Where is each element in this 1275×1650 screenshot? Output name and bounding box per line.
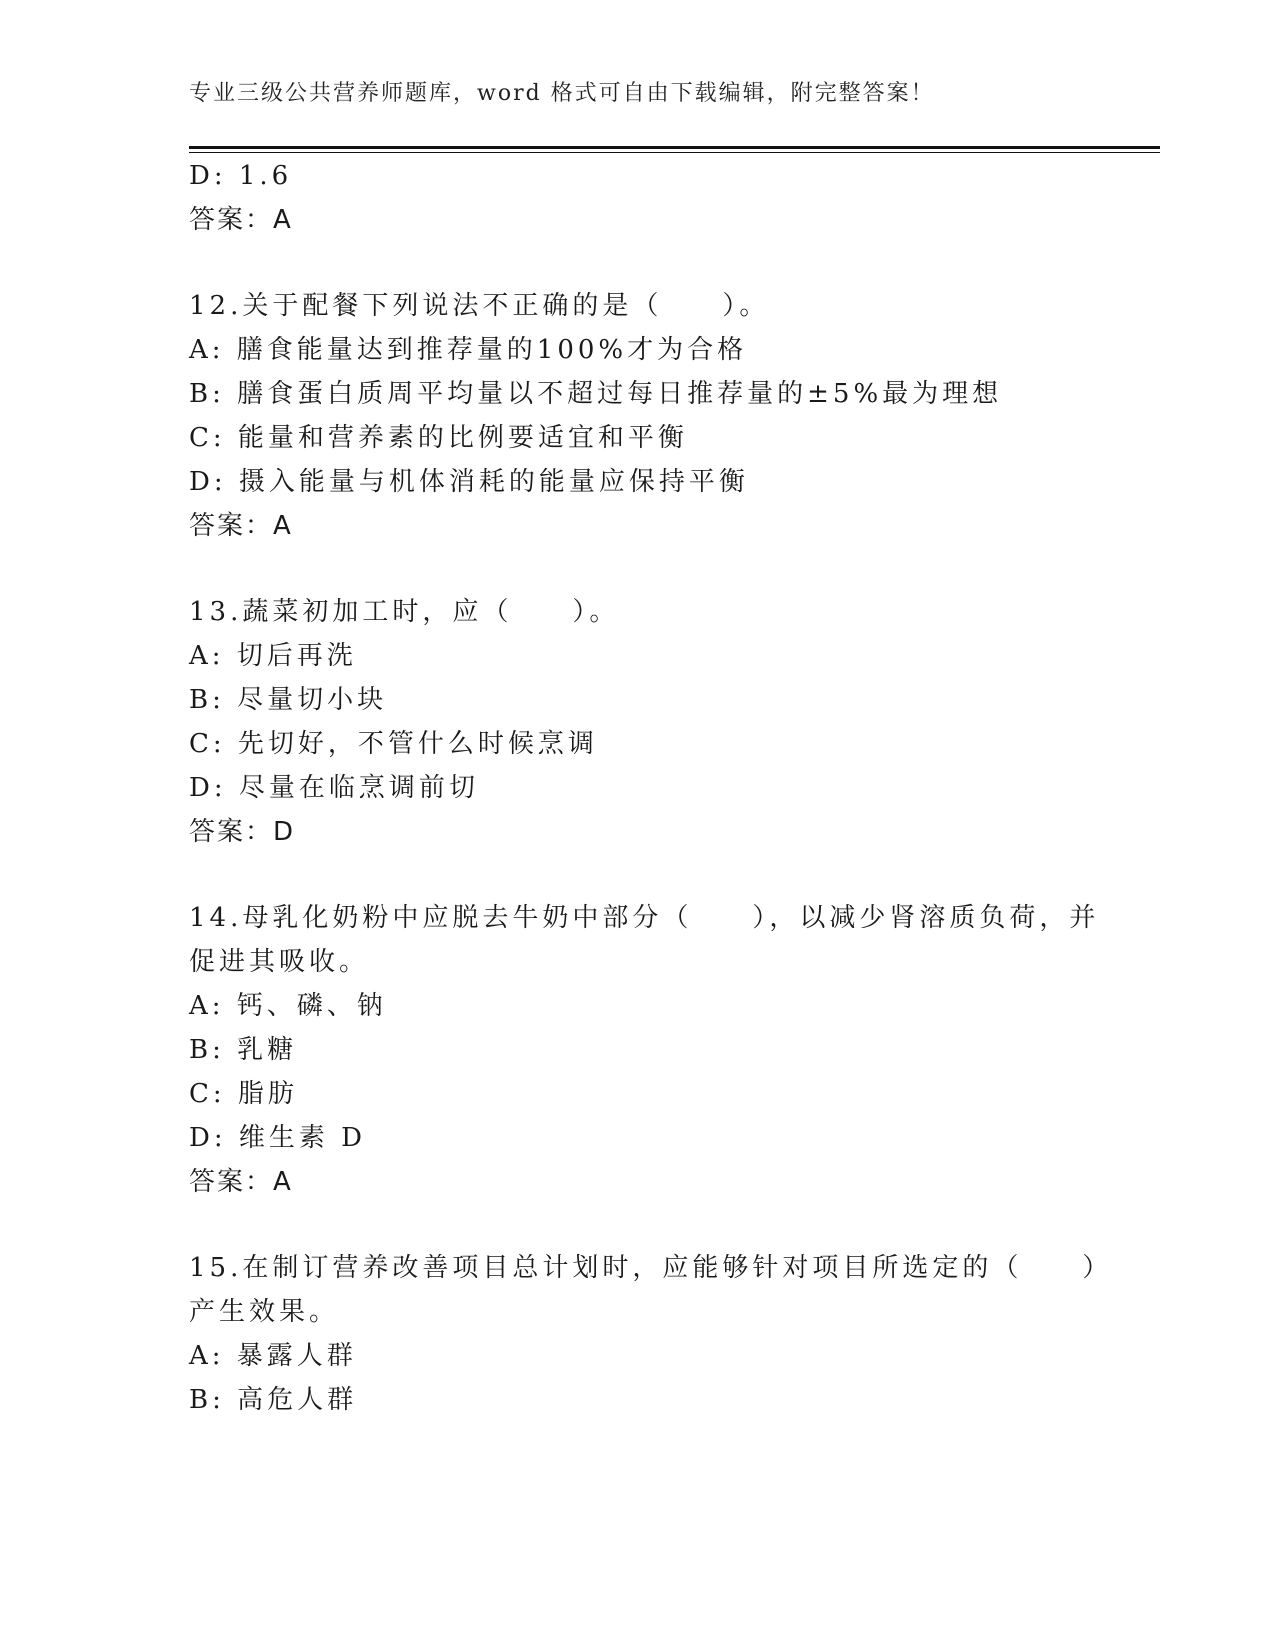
option-c: C: 脂肪 bbox=[189, 1079, 298, 1109]
answer-line: 答案：D bbox=[189, 817, 296, 847]
option-a: A: 钙、磷、钠 bbox=[189, 991, 387, 1021]
answer-line: 答案：A bbox=[189, 1167, 293, 1197]
option-b: B: 尽量切小块 bbox=[189, 685, 388, 715]
question-15: 15.在制订营养改善项目总计划时，应能够针对项目所选定的（ ） bbox=[189, 1253, 1113, 1283]
option-b: B: 膳食蛋白质周平均量以不超过每日推荐量的±5%最为理想 bbox=[189, 379, 1003, 409]
question-14: 14.母乳化奶粉中应脱去牛奶中部分（ ），以减少肾溶质负荷，并 bbox=[189, 903, 1100, 933]
answer-line: 答案：A bbox=[189, 511, 293, 541]
question-15-continued: 产生效果。 bbox=[189, 1297, 340, 1327]
option-d: D: 1.6 bbox=[189, 161, 293, 191]
question-12: 12.关于配餐下列说法不正确的是（ ）。 bbox=[189, 291, 770, 321]
question-13: 13.蔬菜初加工时，应（ ）。 bbox=[189, 597, 620, 627]
option-b: B: 乳糖 bbox=[189, 1035, 298, 1065]
option-c: C: 先切好，不管什么时候烹调 bbox=[189, 729, 598, 759]
option-a: A: 膳食能量达到推荐量的100%才为合格 bbox=[189, 335, 748, 365]
option-a: A: 切后再洗 bbox=[189, 641, 357, 671]
option-d: D: 摄入能量与机体消耗的能量应保持平衡 bbox=[189, 467, 749, 497]
header-rule-thick bbox=[189, 146, 1160, 149]
option-c: C: 能量和营养素的比例要适宜和平衡 bbox=[189, 423, 688, 453]
question-14-continued: 促进其吸收。 bbox=[189, 947, 370, 977]
option-d: D: 维生素 D bbox=[189, 1123, 366, 1153]
option-a: A: 暴露人群 bbox=[189, 1341, 357, 1371]
option-b: B: 高危人群 bbox=[189, 1385, 358, 1415]
header-rule-thin bbox=[189, 152, 1160, 153]
answer-line: 答案：A bbox=[189, 205, 293, 235]
option-d: D: 尽量在临烹调前切 bbox=[189, 773, 479, 803]
page-header: 专业三级公共营养师题库，word 格式可自由下载编辑，附完整答案！ bbox=[189, 81, 935, 106]
